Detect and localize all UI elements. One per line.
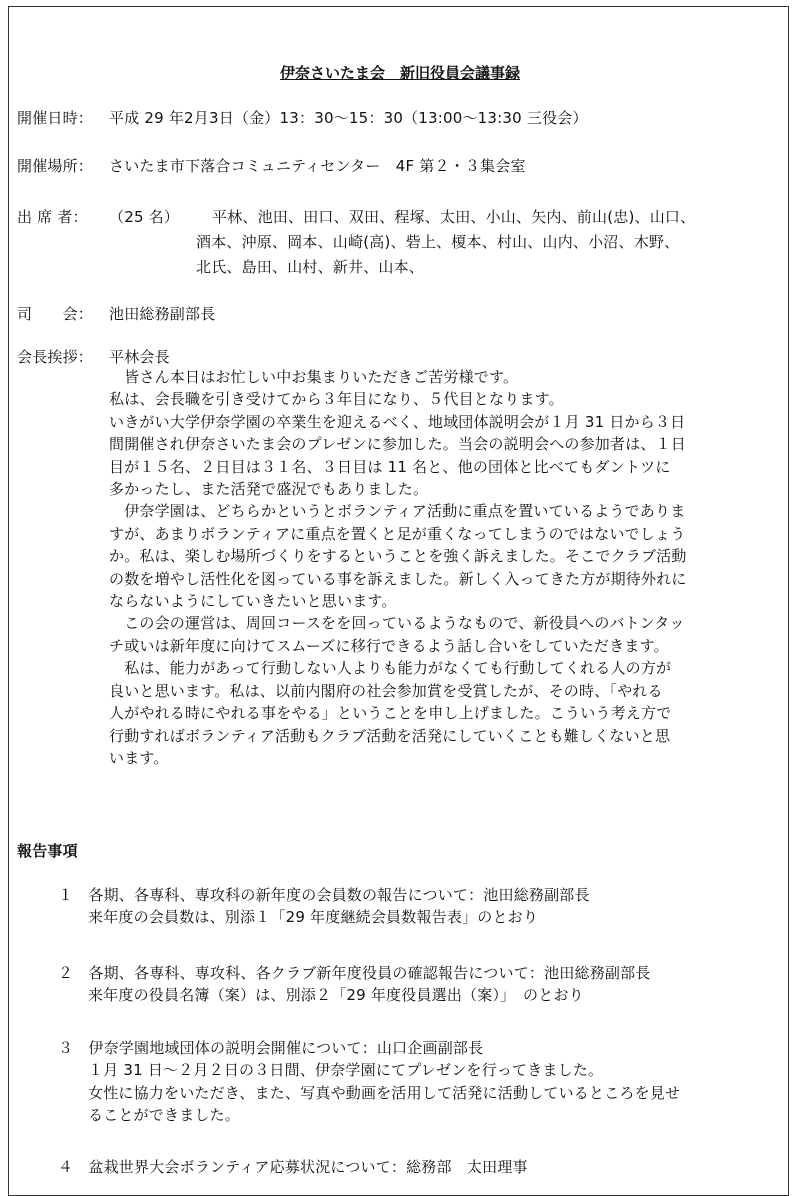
report-body-line: 女性に協力をいただき、また、写真や動画を活用して活発に活動しているところを見せ [88,1083,681,1102]
greeting-line: ならないようにしていきたいと思います。 [109,592,397,611]
place-value: さいたま市下落合コミュニティセンター 4F 第２・３集会室 [109,157,526,175]
report-title: 各期、各専科、専攻科、各クラブ新年度役員の確認報告について：池田総務副部長 [88,964,651,982]
report-item [58,884,590,929]
greeting-line: 伊奈学園は、どちらかというとボランティア活動に重点を置いているようでありま [109,502,686,521]
greeting-line: 多かったし、また活発で盛況でもありました。 [109,480,429,499]
greeting-line: か。私は、楽しむ場所づくりをするということを強く訴えました。そこでクラブ活動 [109,547,687,566]
greeting-label: 会長挨拶： [17,348,94,366]
report-body-line: ることができました。 [88,1106,241,1125]
report-number: ２ [58,964,74,982]
datetime-value: 平成 29 年2月3日（金）13：30～15：30（13:00～13:30 三役会） [109,109,588,127]
report-body-line: 来年度の役員名簿（案）は、別添２「29 年度役員選出（案）」 のとおり [88,986,584,1005]
mc-value: 池田総務副部長 [109,305,216,323]
greeting-line: この会の運営は、周回コースをを回っているようなもので、新役員へのバトンタッ [109,614,685,633]
report-title: 伊奈学園地域団体の説明会開催について：山口企画副部長 [88,1039,484,1057]
report-number: ４ [58,1158,74,1176]
report-title: 盆栽世界大会ボランティア応募状況について：総務部 太田理事 [88,1158,528,1176]
attendees-count: （25 名） [109,208,180,226]
report-item [58,962,651,1007]
attendees-line: 平林、池田、田口、双田、程塚、太田、小山、矢内、前山(忠)、山口、 [212,208,696,226]
greeting-line: すが、あまりボランティアに重点を置くと足が重くなってしまうのではないでしょう [109,524,686,543]
greeting-line: 良いと思います。私は、以前内閣府の社会参加賞を受賞したが、その時、「やれる [109,681,663,700]
mc-label: 司 会： [17,305,94,323]
greeting-line: チ或いは新年度に向けてスムーズに移行できるよう話し合いをしていただきます。 [109,636,669,655]
greeting-line: いきがい大学伊奈学園の卒業生を迎えるべく、地域団体説明会が１月 31 日から３日 [109,412,686,431]
reports-heading: 報告事項 [17,842,78,860]
greeting-line: 私は、会長職を引き受けてから３年目になり、５代目となります。 [109,390,564,409]
report-item [58,1037,680,1127]
greeting-line: 皆さん本日はお忙しい中お集まりいただきご苦労様です。 [109,368,519,386]
document-title: 伊奈さいたま会 新旧役員会議事録 [279,64,520,82]
attendees-line: 北氏、島田、山村、新井、山本、 [196,258,425,276]
datetime-label: 開催日時： [17,109,94,127]
report-body-line: １月 31 日～２月２日の３日間、伊奈学園にてプレゼンを行ってきました。 [88,1061,604,1080]
attendees-line: 酒本、沖原、岡本、山崎(高)、砦上、榎本、村山、山内、小沼、木野、 [196,233,680,251]
place-label: 開催場所： [17,157,94,175]
greeting-line: 目が１５名、２日目は３１名、３日目は 11 名と、他の団体と比べてもダントツに [109,457,671,476]
greeting-line: います。 [109,748,169,767]
greeting-line: の数を増やし活性化を図っている事を訴えました。新しく入ってきた方が期待外れに [109,569,687,588]
greeting-speaker: 平林会長 [109,348,170,366]
attendees-label: 出 席 者： [17,208,88,226]
report-item [58,1156,528,1178]
greeting-line: 間開催され伊奈さいたま会のプレゼンに参加した。当会の説明会への参加者は、１日 [109,435,687,454]
report-title: 各期、各専科、専攻科の新年度の会員数の報告について：池田総務副部長 [88,886,590,904]
greeting-line: 行動すればボランティア活動もクラブ活動を活発にしていくことも難しくないと思 [109,726,671,745]
report-body-line: 来年度の会員数は、別添１「29 年度継続会員数報告表」のとおり [88,908,539,927]
greeting-body [109,366,789,769]
report-number: １ [58,886,74,904]
report-number: ３ [58,1039,74,1057]
greeting-line: 人がやれる時にやれる事をやる」ということを申し上げました。こういう考え方で [109,704,672,723]
greeting-line: 私は、能力があって行動しない人よりも能力がなくても行動してくれる人の方が [109,659,672,678]
